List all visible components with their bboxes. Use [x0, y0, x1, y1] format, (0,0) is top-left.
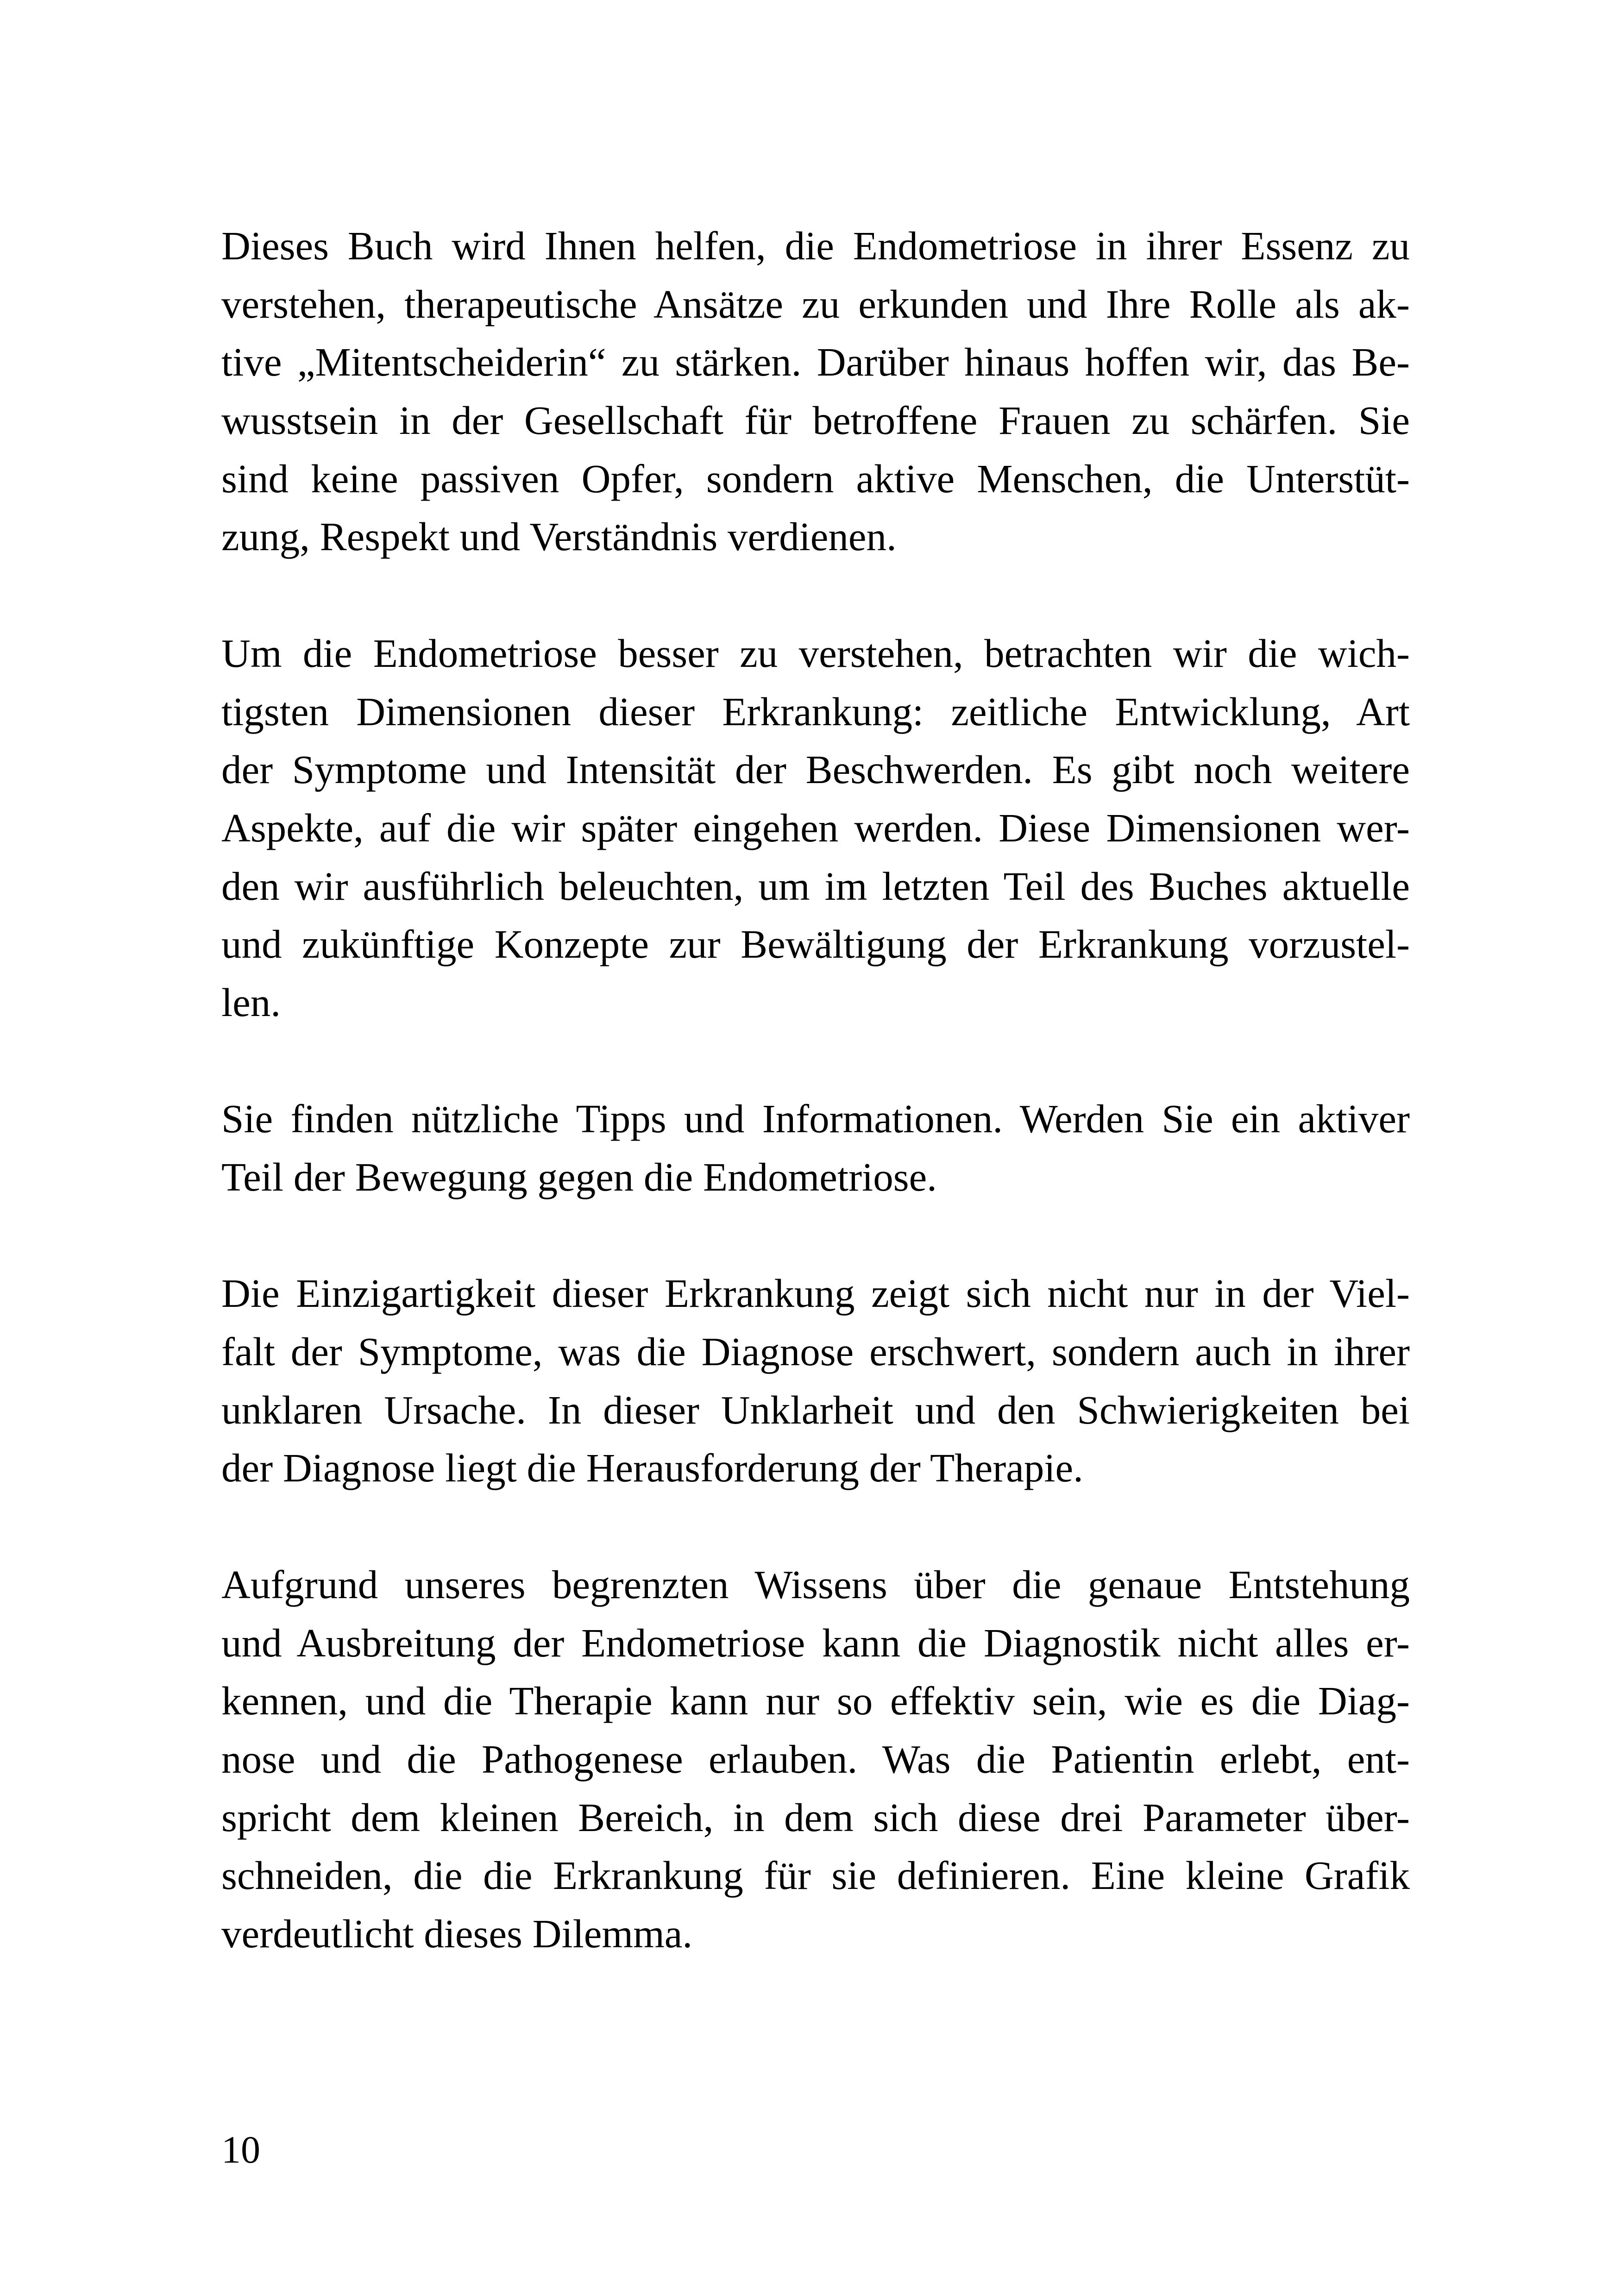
text-line: len. — [221, 979, 281, 1025]
text-line: wusstsein in der Gesellschaft für betroffene Frauen zu schärfen. Sie — [221, 398, 1410, 443]
text-line: schneiden, die die Erkrankung für sie definieren. Eine kleine Grafik — [221, 1853, 1410, 1898]
text-line: den wir ausführlich beleuchten, um im letzten Teil des Buches aktuelle — [221, 863, 1410, 909]
text-line: Teil der Bewegung gegen die Endometriose. — [221, 1154, 937, 1199]
text-line: Um die Endometriose besser zu verstehen, betrachten wir die wich- — [221, 630, 1410, 676]
text-line: Aspekte, auf die wir später eingehen werden. Diese Dimensionen wer- — [221, 805, 1410, 850]
text-line: Sie finden nützliche Tipps und Informationen. Werden Sie ein aktiver — [221, 1096, 1410, 1142]
text-line: der Symptome und Intensität der Beschwerden. Es gibt noch weitere — [221, 747, 1410, 792]
paragraph — [221, 1090, 1410, 1206]
text-line: tigsten Dimensionen dieser Erkrankung: zeitliche Entwicklung, Art — [221, 689, 1410, 734]
paragraph — [221, 624, 1410, 1032]
text-line: zung, Respekt und Verständnis verdienen. — [221, 514, 897, 559]
page-number: 10 — [221, 2128, 260, 2171]
text-line: und Ausbreitung der Endometriose kann die Diagnostik nicht alles er- — [221, 1620, 1410, 1665]
text-line: Dieses Buch wird Ihnen helfen, die Endometriose in ihrer Essenz zu — [221, 223, 1410, 268]
text-line: spricht dem kleinen Bereich, in dem sich diese drei Parameter über- — [221, 1794, 1410, 1840]
text-line: falt der Symptome, was die Diagnose erschwert, sondern auch in ihrer — [221, 1329, 1410, 1374]
text-line: unklaren Ursache. In dieser Unklarheit und den Schwierigkeiten bei — [221, 1387, 1410, 1432]
body-text — [221, 217, 1410, 1963]
text-line: Die Einzigartigkeit dieser Erkrankung zeigt sich nicht nur in der Viel- — [221, 1271, 1410, 1316]
text-line: kennen, und die Therapie kann nur so effektiv sein, wie es die Diag- — [221, 1678, 1410, 1724]
text-line: Aufgrund unseres begrenzten Wissens über die genaue Entstehung — [221, 1562, 1410, 1607]
text-line: und zukünftige Konzepte zur Bewältigung der Erkrankung vorzustel- — [221, 922, 1410, 967]
text-line: der Diagnose liegt die Herausforderung der Therapie. — [221, 1445, 1083, 1491]
text-line: sind keine passiven Opfer, sondern aktive Menschen, die Unterstüt- — [221, 456, 1410, 501]
text-line: verstehen, therapeutische Ansätze zu erkunden und Ihre Rolle als ak- — [221, 281, 1410, 326]
paragraph — [221, 217, 1410, 566]
text-line: verdeutlicht dieses Dilemma. — [221, 1911, 693, 1956]
paragraph — [221, 1556, 1410, 1963]
text-line: tive „Mitentscheiderin“ zu stärken. Darüber hinaus hoffen wir, das Be- — [221, 339, 1410, 385]
text-line: nose und die Pathogenese erlauben. Was die Patientin erlebt, ent- — [221, 1736, 1410, 1782]
paragraph — [221, 1264, 1410, 1497]
